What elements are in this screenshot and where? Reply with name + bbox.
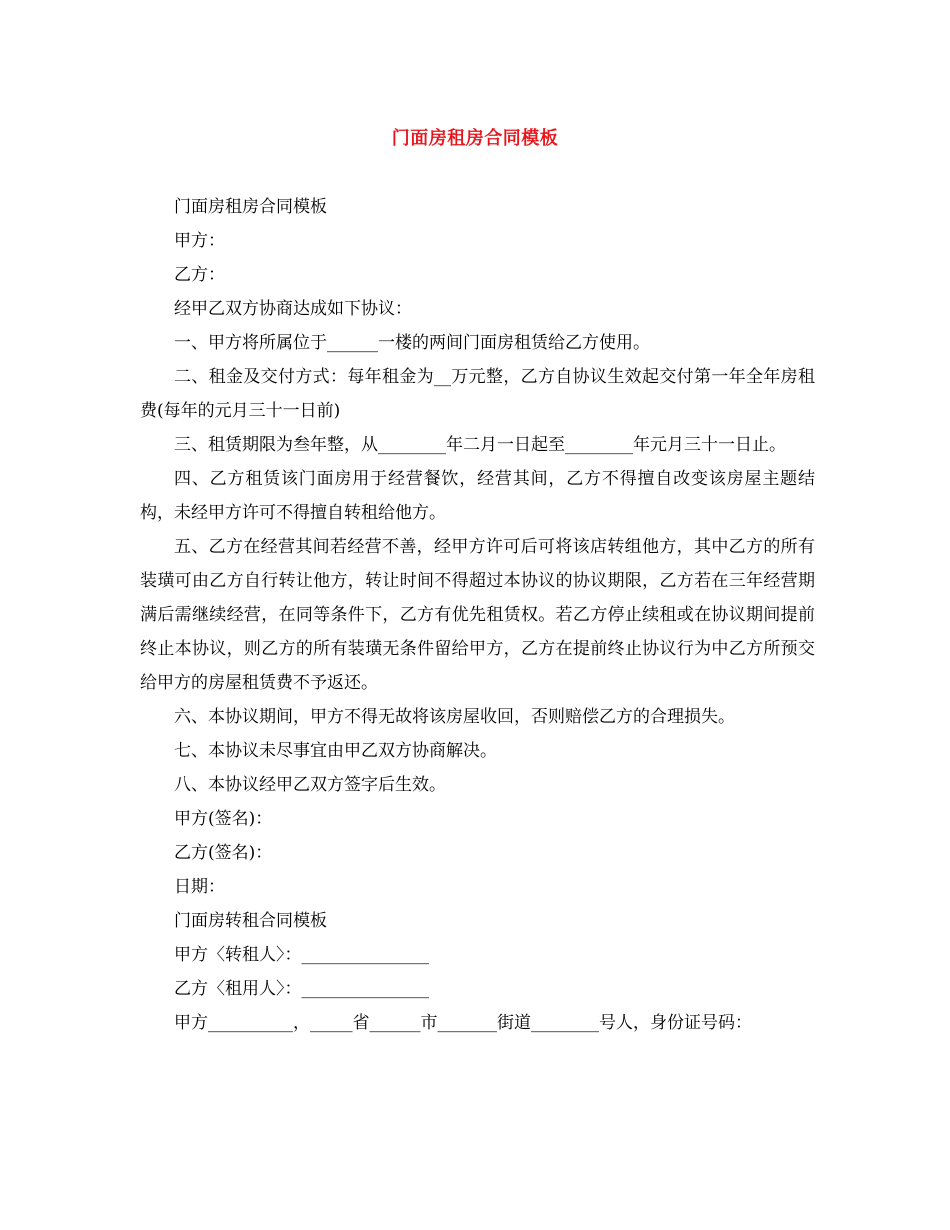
clause-8: 八、本协议经甲乙双方签字后生效。 bbox=[174, 775, 446, 795]
clause-3: 三、租赁期限为叁年整，从________年二月一日起至________年元月三十一日止。 bbox=[174, 435, 786, 455]
document-title: 门面房租房合同模板 bbox=[391, 128, 559, 149]
sublease-party-a-address: 甲方__________，_____省______市_______街道________号人，身份证号码： bbox=[174, 1013, 752, 1033]
paragraph-subtitle: 门面房租房合同模板 bbox=[174, 197, 327, 217]
signature-date: 日期： bbox=[174, 877, 225, 897]
paragraph-agreement-intro: 经甲乙双方协商达成如下协议： bbox=[174, 299, 412, 319]
document-body bbox=[140, 190, 815, 1040]
sublease-party-a: 甲方〈转租人〉：_______________ bbox=[174, 945, 429, 965]
clause-7: 七、本协议未尽事宜由甲乙双方协商解决。 bbox=[174, 741, 497, 761]
clause-1: 一、甲方将所属位于______一楼的两间门面房租赁给乙方使用。 bbox=[174, 333, 650, 353]
signature-party-b: 乙方(签名)： bbox=[174, 843, 273, 863]
clause-4: 四、乙方租赁该门面房用于经营餐饮，经营其间，乙方不得擅自改变该房屋主题结构，未经甲方许可不得擅自转租给他方。 bbox=[140, 469, 815, 523]
paragraph-sublease-title: 门面房转租合同模板 bbox=[174, 911, 327, 931]
clause-2: 二、租金及交付方式：每年租金为__万元整，乙方自协议生效起交付第一年全年房租费(每年的元月三十一日前) bbox=[140, 367, 815, 421]
sublease-party-b: 乙方〈租用人〉：_______________ bbox=[174, 979, 429, 999]
paragraph-party-b: 乙方： bbox=[174, 265, 225, 285]
clause-5: 五、乙方在经营其间若经营不善，经甲方许可后可将该店转组他方，其中乙方的所有装璜可由乙方自行转让他方，转让时间不得超过本协议的协议期限，乙方若在三年经营期满后需继续经营，在同等条件下，乙方有优先租赁权。若乙方停止续租或在协议期间提前终止本协议，则乙方的所有装璜无条件留给甲方，乙方在提前终止协议行为中乙方所预交给甲方的房屋租赁费不予返还。 bbox=[140, 537, 815, 693]
clause-6: 六、本协议期间，甲方不得无故将该房屋收回，否则赔偿乙方的合理损失。 bbox=[174, 707, 735, 727]
paragraph-party-a: 甲方： bbox=[174, 231, 225, 251]
signature-party-a: 甲方(签名)： bbox=[174, 809, 273, 829]
